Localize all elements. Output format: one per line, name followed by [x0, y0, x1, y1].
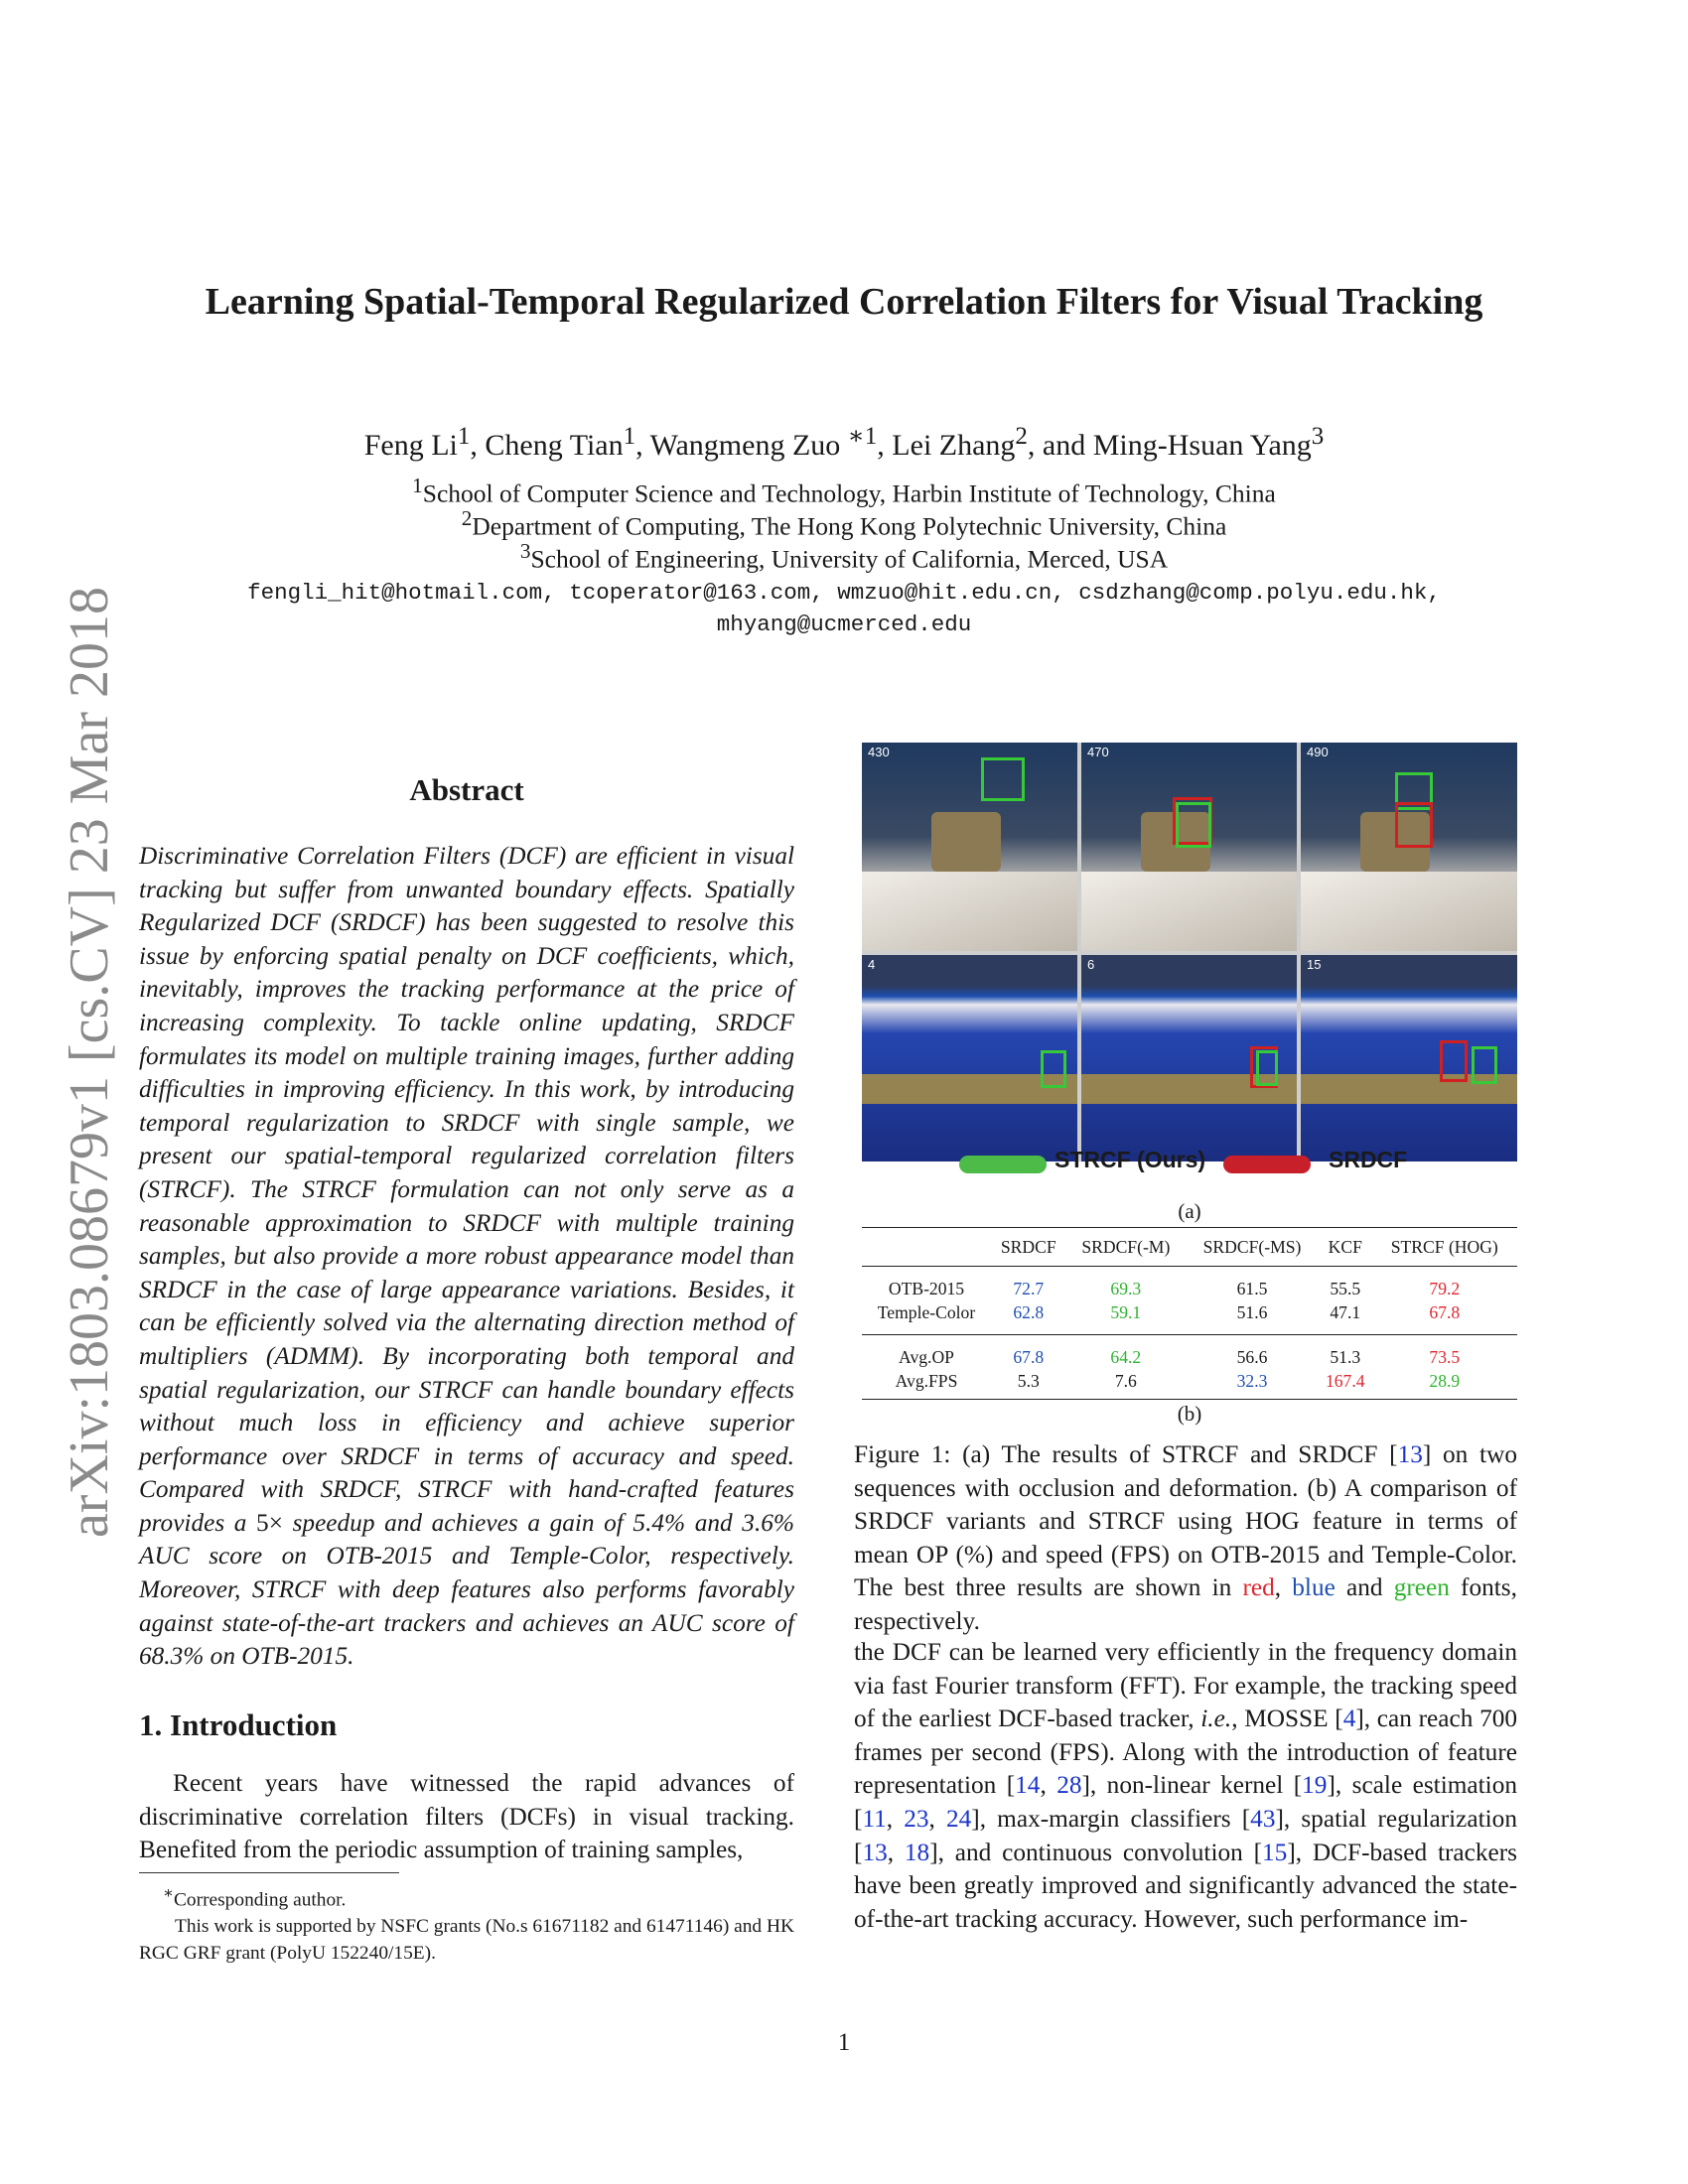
subcaption-b: (b): [1177, 1402, 1202, 1426]
table-row: [862, 1335, 1517, 1370]
affiliation-3: $^3$School of Engineering, University of California, Merced, USA: [519, 539, 1169, 574]
table-cell: 51.3: [1330, 1346, 1361, 1367]
citation-link[interactable]: 23: [904, 1804, 929, 1833]
abstract-heading: Abstract: [409, 772, 524, 807]
citation-link[interactable]: 14: [1015, 1771, 1041, 1800]
table-cell: 69.3: [1110, 1278, 1142, 1298]
table-cell: 62.8: [1013, 1301, 1045, 1322]
table-cell: 72.7: [1013, 1278, 1045, 1298]
strcf-box: [981, 757, 1025, 801]
legend-swatch-srdcf: [1223, 1156, 1311, 1173]
table-cell: Avg.FPS: [895, 1370, 958, 1391]
citation-link[interactable]: 11: [862, 1804, 887, 1833]
strcf-box: [1256, 1050, 1278, 1086]
email-line-1: fengli_hit@hotmail.com, tcoperator@163.com, wmzuo@hit.edu.cn, csdzhang@comp.polyu.edu.hk,: [247, 580, 1441, 606]
table-cell: 61.5: [1236, 1278, 1268, 1298]
frame-top-2: [1081, 743, 1297, 951]
citation-link[interactable]: 13: [862, 1838, 888, 1866]
table-cell: 64.2: [1110, 1346, 1142, 1367]
footnotes: [139, 1880, 794, 1967]
table-cell: 28.9: [1429, 1370, 1461, 1391]
table-cell: 55.5: [1330, 1278, 1361, 1298]
table-cell: Temple-Color: [877, 1301, 976, 1322]
subcaption-a: (a): [1178, 1199, 1201, 1223]
table-cell: Avg.OP: [899, 1346, 954, 1367]
table-cell: 47.1: [1330, 1301, 1361, 1322]
table-header: SRDCF(-M): [1066, 1228, 1187, 1267]
table-header: STRCF (HOG): [1372, 1228, 1517, 1267]
strcf-box: [1041, 1050, 1066, 1088]
citation-link[interactable]: 15: [1262, 1838, 1288, 1866]
body-paragraph-right: the DCF can be learned very efficiently in the frequency domain via fast Fourier transform (FFT). For example, the tracking speed of the earliest DCF-based tracker, i.e., MOSSE [4], can reach 700 frames per second (FPS). Along with the introduction of feature representation [14, 28], non-linear kernel [19], scale estimation [11, 23, 24], max-margin classifiers [43], spatial regularization [13, 18], and continuous convolution [15], DCF-based trackers have been greatly improved and significantly advanced the state-of-the-art tracking accuracy. However, such performance im-: [854, 1638, 1518, 1933]
legend-label-srdcf: SRDCF: [1329, 1147, 1408, 1172]
table-cell: 7.6: [1114, 1370, 1137, 1391]
citation-link[interactable]: 18: [904, 1838, 930, 1866]
strcf-box: [1176, 802, 1211, 848]
table-cell: 56.6: [1236, 1346, 1268, 1367]
citation-link[interactable]: 24: [946, 1804, 972, 1833]
arxiv-stamp: arXiv:1803.08679v1 [cs.CV] 23 Mar 2018: [59, 586, 120, 1539]
frame-bottom-2: [1081, 955, 1297, 1161]
frame-number: 470: [1087, 745, 1109, 759]
frame-bottom-3: [1301, 955, 1517, 1161]
table-cell: 67.8: [1429, 1301, 1461, 1322]
citation-link[interactable]: 28: [1056, 1771, 1082, 1800]
table-row: [862, 1267, 1517, 1278]
abstract-body: Discriminative Correlation Filters (DCF) are efficient in visual tracking but suffer from unwanted boundary effects. Spatially Regularized DCF (SRDCF) has been suggested to resolve this issue by enforcing spatial penalty on DCF coefficients, which, inevitably, improves the tracking performance at the price of increasing complexity. To tackle online updating, SRDCF formulates its model on multiple training images, further adding difficulties in improving efficiency. In this work, by introducing temporal regularization to SRDCF with single sample, we present our spatial-temporal regularized correlation filters (STRCF). The STRCF formulation can not only serve as a reasonable approximation to SRDCF with multiple training samples, but also provide a more robust appearance model than SRDCF in the case of large appearance variations. Besides, it can be efficiently solved via the alternating direction method of multipliers (ADMM). By incorporating both temporal and spatial regularization, our STRCF can handle boundary effects without much loss in efficiency and achieve superior performance over SRDCF in terms of accuracy and speed. Compared with SRDCF, STRCF with hand-crafted features provides a 5× speedup and achieves a gain of 5.4% and 3.6% AUC score on OTB-2015 and Temple-Color, respectively. Moreover, STRCF with deep features also performs favorably against state-of-the-art trackers and achieves an AUC score of 68.3% on OTB-2015.: [139, 842, 794, 1671]
intro-paragraph: Recent years have witnessed the rapid advances of discriminative correlation filters (DCFs) in visual tracking. Benefited from the periodic assumption of training samples,: [139, 1769, 794, 1864]
table-header: KCF: [1319, 1228, 1372, 1267]
citation-link[interactable]: 13: [1397, 1440, 1423, 1468]
intro-heading: 1. Introduction: [139, 1707, 338, 1742]
table-row: [862, 1369, 1517, 1400]
legend-swatch-strcf: [959, 1156, 1047, 1173]
frame-bottom-1: [862, 955, 1077, 1161]
page-number: 1: [837, 2029, 851, 2056]
citation-link[interactable]: 19: [1302, 1771, 1328, 1800]
frame-top-3: [1301, 743, 1517, 951]
footnote-funding: This work is supported by NSFC grants (No.s 61671182 and 61471146) and HK RGC GRF grant (PolyU 152240/15E).: [139, 1916, 794, 1965]
table-header: SRDCF: [991, 1228, 1066, 1267]
figure-caption: Figure 1: (a) The results of STRCF and SRDCF [13] on two sequences with occlusion and deformation. (b) A comparison of SRDCF variants and STRCF using HOG feature in terms of mean OP (%) and speed (FPS) on OTB-2015 and Temple-Color. The best three results are shown in red, blue and green fonts, respectively.: [854, 1440, 1517, 1635]
table-header: [862, 1228, 991, 1267]
frame-number: 490: [1307, 745, 1329, 759]
table-cell: 59.1: [1110, 1301, 1142, 1322]
table-cell: 79.2: [1429, 1278, 1461, 1298]
srdcf-box: [1395, 802, 1433, 848]
citation-link[interactable]: 4: [1342, 1705, 1356, 1733]
table-cell: 32.3: [1236, 1370, 1268, 1391]
tracking-figure: [862, 743, 1517, 1161]
frame-number: 4: [868, 957, 876, 972]
results-table: [862, 1227, 1517, 1400]
legend-label-strcf: STRCF (Ours): [1055, 1147, 1206, 1172]
table-cell: 5.3: [1017, 1370, 1040, 1391]
author-list: Feng Li$^1$, Cheng Tian$^1$, Wangmeng Zuo $^{∗1}$, Lei Zhang$^2$, and Ming-Hsuan Yang$^3$: [363, 423, 1325, 462]
table-header: SRDCF(-MS): [1186, 1228, 1319, 1267]
table-cell: 167.4: [1325, 1370, 1365, 1391]
frame-number: 6: [1087, 957, 1095, 972]
frame-number: 430: [868, 745, 890, 759]
footnote-rule: [139, 1872, 399, 1873]
strcf-box: [1472, 1046, 1497, 1084]
table-row: [862, 1277, 1517, 1300]
affiliation-1: $^1$School of Computer Science and Technology, Harbin Institute of Technology, China: [412, 474, 1276, 508]
table-cell: 67.8: [1013, 1346, 1045, 1367]
frame-top-1: [862, 743, 1077, 951]
table-row: [862, 1300, 1517, 1335]
affiliation-2: $^2$Department of Computing, The Hong Kong Polytechnic University, China: [461, 506, 1227, 541]
email-line-2: mhyang@ucmerced.edu: [716, 612, 972, 637]
table-cell: OTB-2015: [888, 1278, 965, 1298]
paper-title: Learning Spatial-Temporal Regularized Correlation Filters for Visual Tracking: [205, 281, 1483, 323]
footnote-corresponding: ∗Corresponding author.: [163, 1885, 347, 1911]
citation-link[interactable]: 43: [1250, 1804, 1276, 1833]
srdcf-box: [1440, 1040, 1468, 1082]
table-cell: 73.5: [1429, 1346, 1461, 1367]
table-header-row: [862, 1228, 1517, 1267]
frame-number: 15: [1307, 957, 1322, 972]
table-cell: 51.6: [1236, 1301, 1268, 1322]
